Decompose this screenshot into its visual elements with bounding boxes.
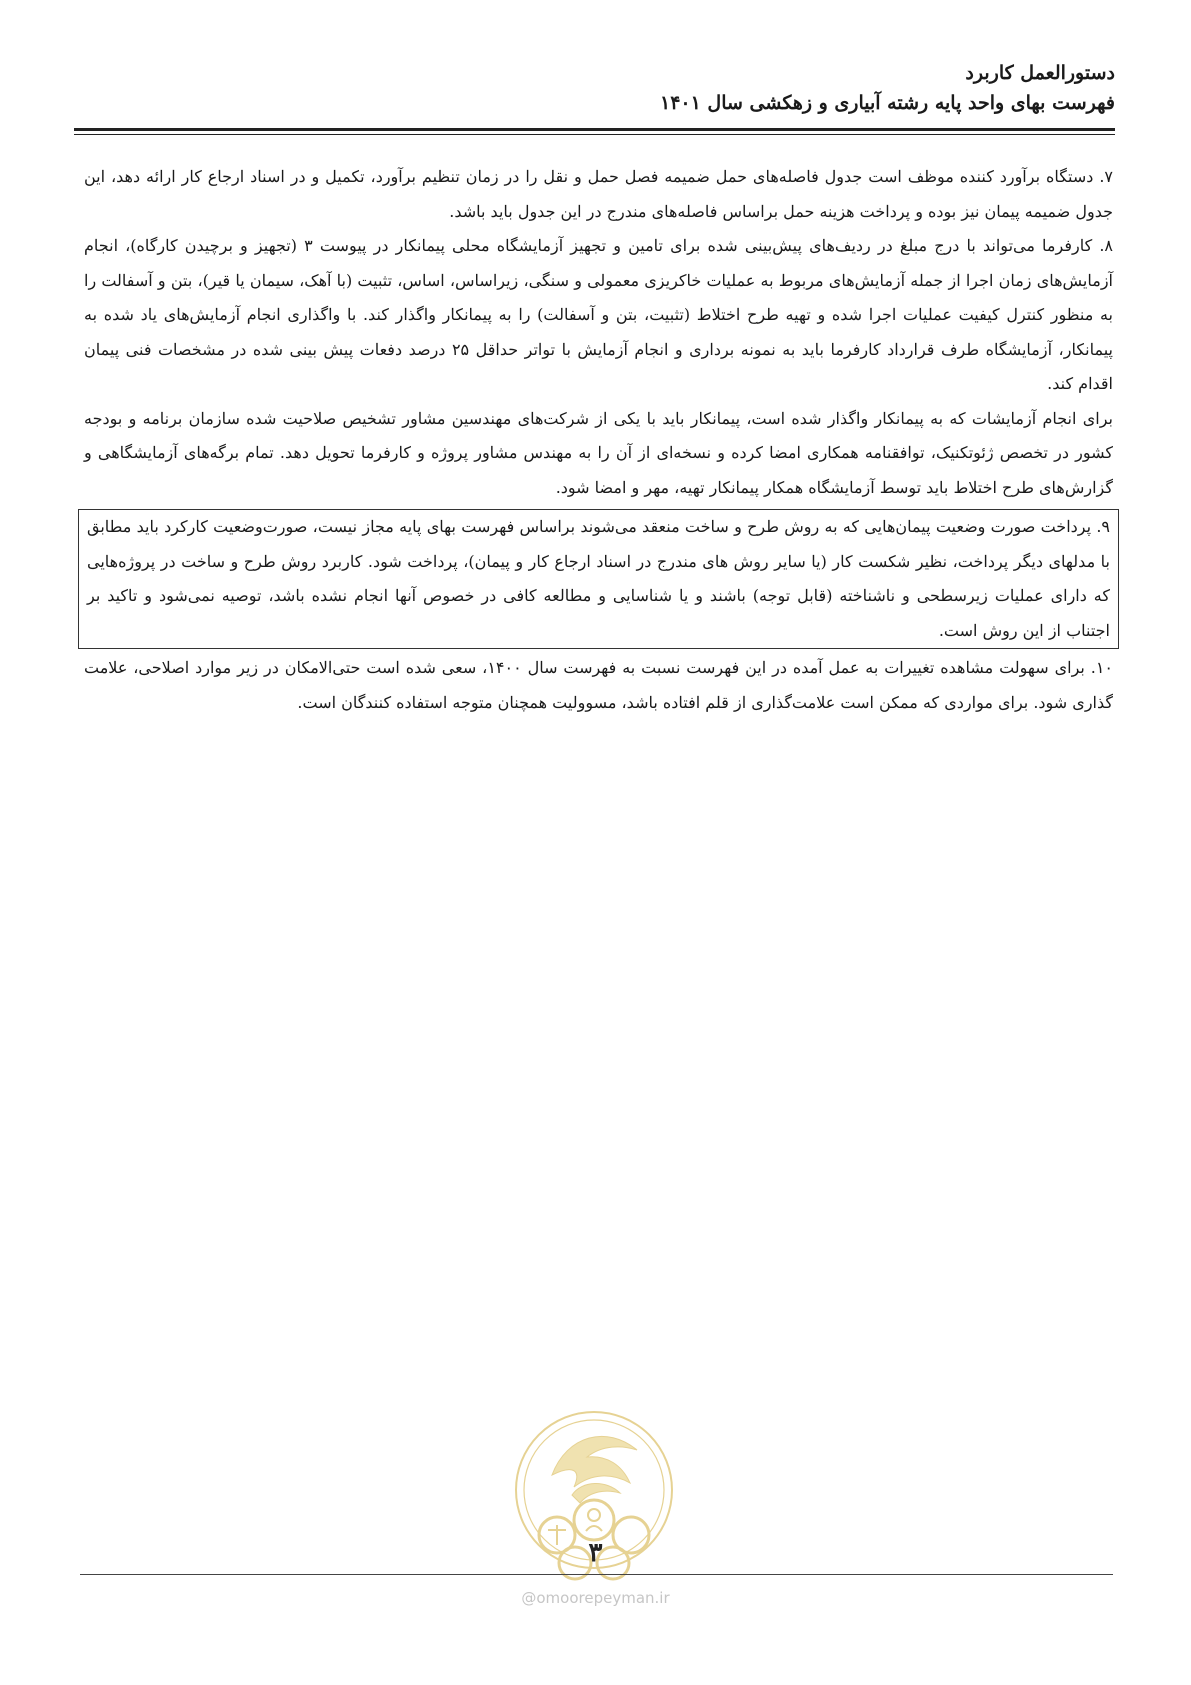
paragraph-7: ۷. دستگاه برآورد کننده موظف است جدول فاصله‌های حمل ضمیمه فصل حمل و نقل را در زمان تنظیم برآورد، تکمیل و در اسناد ارجاع کار ارائه دهد، این جدول ضمیمه پیمان نیز بوده و پرداخت هزینه حمل براساس فاصله‌های مندرج در این جدول باید باشد. <box>84 167 1113 221</box>
document-body <box>84 160 1113 720</box>
website-watermark: @omoorepeyman.ir <box>521 1589 670 1607</box>
paragraph-8: ۸. کارفرما می‌تواند با درج مبلغ در ردیف‌های پیش‌بینی شده برای تامین و تجهیز آزمایشگاه محلی پیمانکار در پیوست ۳ (تجهیز و برچیدن کارگاه)، انجام آزمایش‌های زمان اجرا از جمله آزمایش‌های مربوط به عملیات خاکریزی معمولی و سنگی، زیراساس، اساس، تثبیت (با آهک، سیمان یا قیر)، بتن و آسفالت را به منظور کنترل کیفیت عملیات اجرا شده و تهیه طرح اختلاط (تثبیت، بتن و آسفالت) را به پیمانکار واگذار کند. با واگذاری انجام آزمایش‌های یاد شده به پیمانکار، آزمایشگاه طرف قرارداد کارفرما باید به نمونه برداری و انجام آزمایش با تواتر حداقل ۲۵ درصد دفعات پیش بینی شده در مشخصات فنی پیمان اقدام کند. <box>84 236 1114 393</box>
header-rule-thick <box>74 128 1115 131</box>
paragraph-10: ۱۰. برای سهولت مشاهده تغییرات به عمل آمده در این فهرست نسبت به فهرست سال ۱۴۰۰، سعی شده است حتی‌الامکان در زیر موارد اصلاحی، علامت گذاری شود. برای مواردی که ممکن است علامت‌گذاری از قلم افتاده باشد، مسوولیت همچنان متوجه استفاده کنندگان است. <box>84 658 1113 712</box>
paragraph-8-continued: برای انجام آزمایشات که به پیمانکار واگذار شده است، پیمانکار باید با یکی از شرکت‌های مهندسین مشاور تشخیص صلاحیت شده سازمان برنامه و بودجه کشور در تخصص ژئوتکنیک، توافقنامه همکاری امضا کرده و نسخه‌ای از آن را به مهندس مشاور پروژه و کارفرما تحویل دهد. تمام برگه‌های آزمایشگاهی و گزارش‌های طرح اختلاط باید توسط آزمایشگاه همکار پیمانکار تهیه، مهر و امضا شود. <box>84 408 1113 497</box>
document-title: دستورالعمل کاربرد <box>965 62 1115 84</box>
boxed-note <box>78 509 1119 649</box>
page-number: ۳ <box>588 1538 603 1568</box>
document-subtitle: فهرست بهای واحد پایه رشته آبیاری و زهکشی سال ۱۴۰۱ <box>659 92 1115 114</box>
header-rule-thin <box>74 134 1115 135</box>
paragraph-9: ۹. پرداخت صورت وضعیت پیمان‌هایی که به روش طرح و ساخت منعقد می‌شوند براساس فهرست بهای پایه مجاز نیست، صورت‌وضعیت کارکرد باید مطابق با مدلهای دیگر پرداخت، نظیر شکست کار (یا سایر روش های مندرج در اسناد ارجاع کار و پیمان)، پرداخت شود. کاربرد روش طرح و ساخت در پروژه‌هایی که دارای عملیات زیرسطحی و ناشناخته (قابل توجه) باشند و یا شناسایی و مطالعه کافی در خصوص آنها انجام نشده باشد، توصیه نمی‌شود و تاکید بر اجتناب از این روش است. <box>87 517 1110 640</box>
page-header <box>82 58 1115 118</box>
omoor-peyman-seal <box>512 1395 677 1600</box>
seal-calligraphy <box>552 1436 637 1503</box>
footer-rule <box>80 1574 1113 1575</box>
